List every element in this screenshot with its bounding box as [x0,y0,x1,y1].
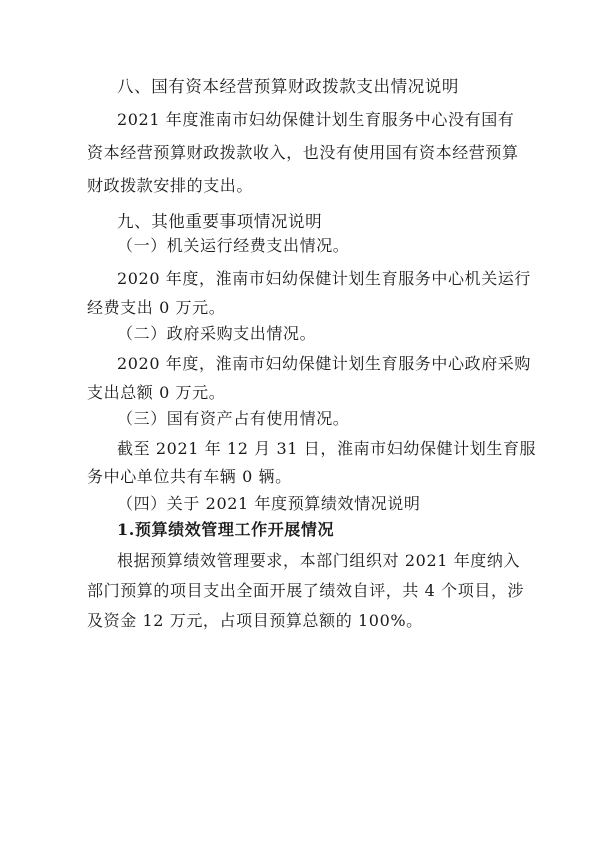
subsection-3-text-line-2: 务中心单位共有车辆 0 辆。 [87,467,292,486]
section-8-text-line-3: 财政拨款安排的支出。 [87,176,254,195]
subsection-1-text-line-1: 2020 年度，淮南市妇幼保健计划生育服务中心机关运行 [117,269,532,288]
subsection-3-heading: （三）国有资产占有使用情况。 [117,409,350,428]
subsection-1-heading: （一）机关运行经费支出情况。 [117,236,350,255]
subsection-2-heading: （二）政府采购支出情况。 [117,324,317,343]
section-8-text-line-2: 资本经营预算财政拨款收入，也没有使用国有资本经营预算 [87,143,519,162]
item-1-heading: 1.预算绩效管理工作开展情况 [117,520,335,539]
section-8-text-line-1: 2021 年度淮南市妇幼保健计划生育服务中心没有国有 [117,110,515,129]
subsection-1-text-line-2: 经费支出 0 万元。 [87,298,226,317]
item-1-text-line-2: 部门预算的项目支出全面开展了绩效自评，共 4 个项目，涉 [87,581,525,600]
section-8-heading: 八、国有资本经营预算财政拨款支出情况说明 [117,77,459,96]
item-1-text-line-3: 及资金 12 万元，占项目预算总额的 100%。 [87,611,423,630]
subsection-3-text-line-1: 截至 2021 年 12 月 31 日，淮南市妇幼保健计划生育服 [117,439,537,458]
subsection-2-text-line-1: 2020 年度，淮南市妇幼保健计划生育服务中心政府采购 [117,354,532,373]
subsection-2-text-line-2: 支出总额 0 万元。 [87,383,226,402]
subsection-4-heading: （四）关于 2021 年度预算绩效情况说明 [117,494,421,513]
section-9-heading: 九、其他重要事项情况说明 [117,212,323,231]
item-1-text-line-1: 根据预算绩效管理要求，本部门组织对 2021 年度纳入 [117,551,521,570]
